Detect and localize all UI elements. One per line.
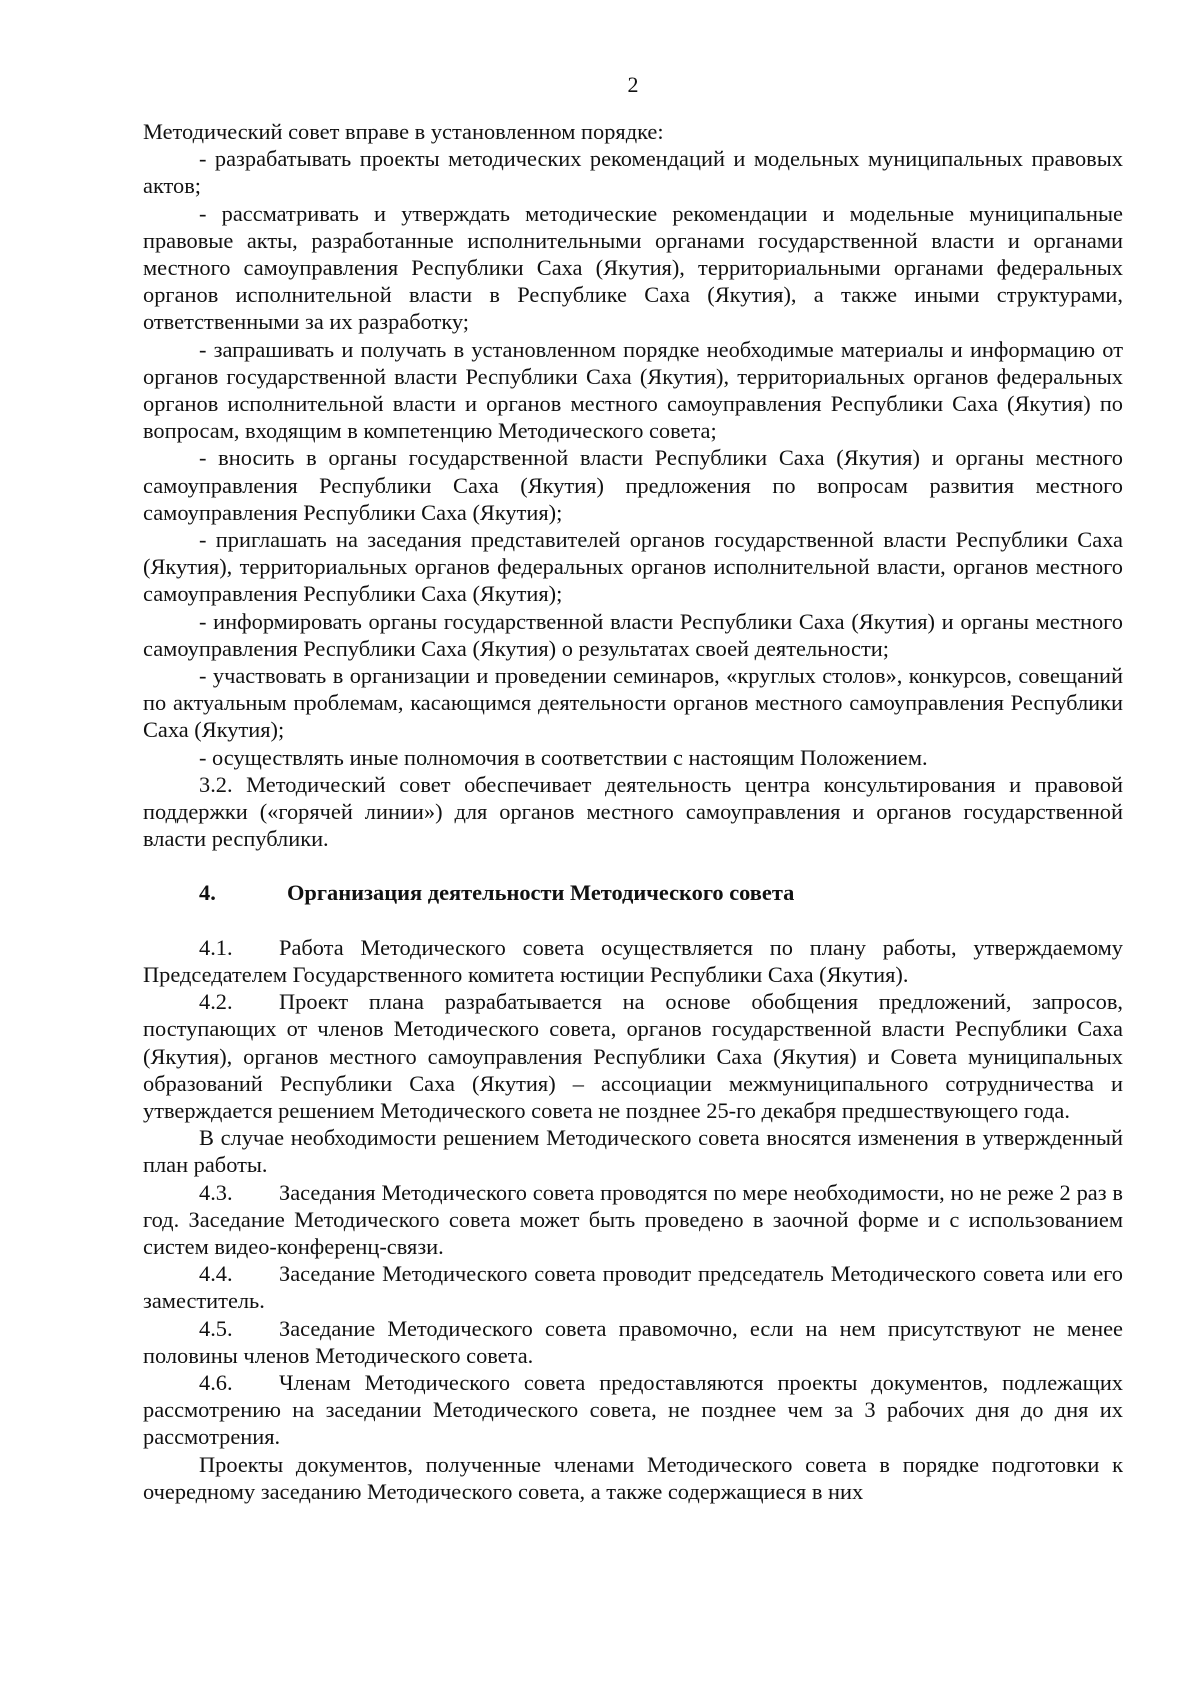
section-title: Организация деятельности Методического совета [287, 880, 795, 906]
clause-text: Работа Методического совета осуществляется по плану работы, утверждаемому Председателем Государственного комитета юстиции Республики Саха (Якутия). [143, 934, 1123, 987]
section-number: 4. [199, 880, 216, 906]
clause-4-2-continued [143, 1124, 1123, 1178]
clause-4-6 [143, 1369, 1123, 1451]
rights-intro: Методический совет вправе в установленном порядке: [143, 119, 664, 144]
clause-text: Заседания Методического совета проводятся по мере необходимости, но не реже 2 раз в год. Заседание Методического совета может быть проведено в заочной форме и с использованием систем видео-конференц-связи. [143, 1179, 1123, 1259]
page-number: 2 [627, 72, 639, 97]
clause-number: 4.2. [199, 989, 233, 1015]
rights-item: - осуществлять иные полномочия в соответствии с настоящим Положением. [199, 744, 928, 770]
clause-4-6-continued [143, 1451, 1123, 1505]
section-heading [143, 879, 1123, 906]
clause-4-3 [143, 1179, 1123, 1261]
clause-number: 4.4. [199, 1261, 233, 1287]
rights-item: - приглашать на заседания представителей органов государственной власти Республики Саха (Якутия), территориальных органов федеральных органов исполнительной власти, органов местного самоуправления Республики Саха (Якутия); [143, 527, 1123, 607]
clause-text: Заседание Методического совета правомочно, если на нем присутствуют не менее половины членов Методического совета. [143, 1315, 1123, 1368]
clause-text: Членам Методического совета предоставляются проекты документов, подлежащих рассмотрению на заседании Методического совета, не позднее чем за 3 рабочих дня до дня их рассмотрения. [143, 1369, 1123, 1450]
clause-number: 4.3. [199, 1179, 233, 1205]
paragraph-3-2: 3.2. Методический совет обеспечивает деятельность центра консультирования и правовой поддержки («горячей линии») для органов местного самоуправления и органов государственной власти республики. [143, 771, 1123, 852]
rights-item: - рассматривать и утверждать методические рекомендации и модельные муниципальные правовые акты, разработанные исполнительными органами государственной власти и органами местного самоуправления Республики Саха (Якутия), территориальными органами федеральных органов исполнительной власти в Республике Саха (Якутия), а также иными структурами, ответственными за их разработку; [143, 200, 1123, 335]
rights-item: - участвовать в организации и проведении семинаров, «круглых столов», конкурсов, совещаний по актуальным проблемам, касающимся деятельности органов местного самоуправления Республики Саха (Якутия); [143, 663, 1123, 743]
rights-item: - информировать органы государственной власти Республики Саха (Якутия) и органы местного самоуправления Республики Саха (Якутия) о результатах своей деятельности; [143, 608, 1123, 661]
clause-4-1 [143, 934, 1123, 988]
clause-number: 4.1. [199, 934, 233, 960]
clause-number: 4.6. [199, 1369, 233, 1395]
clause-4-2 [143, 988, 1123, 1124]
clause-number: 4.5. [199, 1315, 233, 1341]
clause-4-4 [143, 1260, 1123, 1314]
clause-text: Проекты документов, полученные членами Методического совета в порядке подготовки к очередному заседанию Методического совета, а также содержащиеся в них [143, 1451, 1123, 1504]
rights-item: - запрашивать и получать в установленном порядке необходимые материалы и информацию от органов государственной власти Республики Саха (Якутия), территориальных органов федеральных органов исполнительной власти и органов местного самоуправления Республики Саха (Якутия) по вопросам, входящим в компетенцию Методического совета; [143, 336, 1123, 444]
clause-4-5 [143, 1315, 1123, 1369]
clause-text: Заседание Методического совета проводит председатель Методического совета или его заместитель. [143, 1261, 1123, 1314]
rights-item: - разрабатывать проекты методических рекомендаций и модельных муниципальных правовых актов; [143, 146, 1123, 199]
clause-text: В случае необходимости решением Методического совета вносятся изменения в утвержденный план работы. [143, 1125, 1123, 1178]
clause-text: Проект плана разрабатывается на основе обобщения предложений, запросов, поступающих от членов Методического совета, органов государственной власти Республики Саха (Якутия), органов местного самоуправления Республики Саха (Якутия) и Совета муниципальных образований Республики Саха (Якутия) – ассоциации межмуниципального сотрудничества и утверждается решением Методического совета не позднее 25-го декабря предшествующего года. [143, 989, 1123, 1123]
rights-item: - вносить в органы государственной власти Республики Саха (Якутия) и органы местного самоуправления Республики Саха (Якутия) предложения по вопросам развития местного самоуправления Республики Саха (Якутия); [143, 445, 1123, 525]
document-body [143, 118, 1123, 1505]
